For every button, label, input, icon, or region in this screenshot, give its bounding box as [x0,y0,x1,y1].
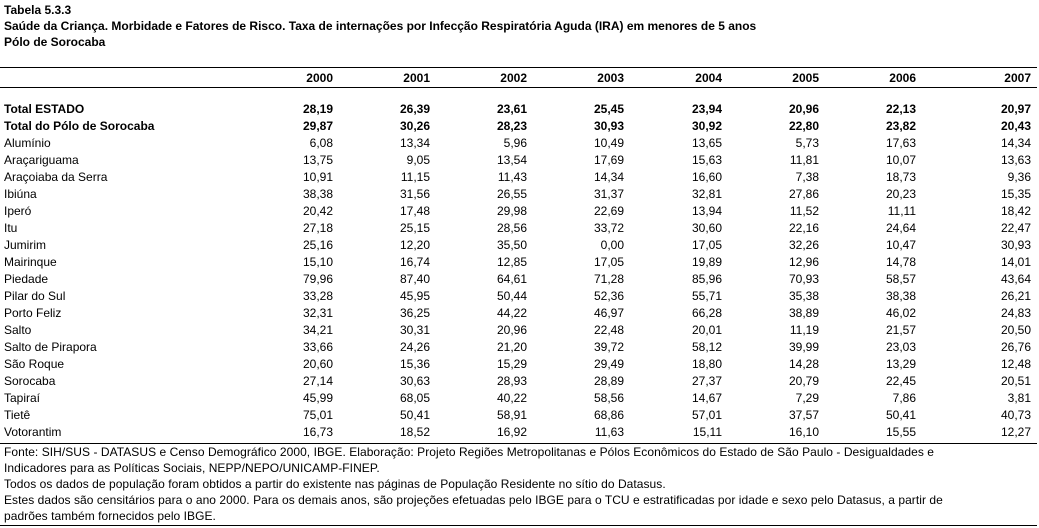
value-cell: 17,05 [593,255,624,269]
value-cell: 58,57 [885,272,916,286]
table-row [0,305,1037,322]
table-row [0,271,1037,288]
value-cell: 11,63 [594,425,624,439]
value-cell: 24,26 [399,340,430,354]
value-cell: 10,47 [885,238,916,252]
value-cell: 28,89 [593,374,624,388]
table-row [0,203,1037,220]
value-cell: 5,96 [503,136,527,150]
row-label: Tapiraí [4,391,41,405]
value-cell: 17,63 [885,136,916,150]
value-cell: 14,01 [1000,255,1031,269]
value-cell: 30,60 [691,221,722,235]
year-header: 2007 [1004,70,1031,85]
value-cell: 21,57 [885,323,916,337]
row-label: Salto de Pirapora [4,340,97,354]
value-cell: 10,07 [885,153,916,167]
note-line-2: Estes dados são censitários para o ano 2000. Para os demais anos, são projeções efetuadas pelo IBGE para o TCU e estratificadas por idade e sexo pelo Datasus, a partir de [4,493,943,507]
value-cell: 85,96 [691,272,722,286]
value-cell: 28,93 [496,374,527,388]
value-cell: 14,34 [593,170,624,184]
value-cell: 70,93 [788,272,819,286]
source-line-1: Fonte: SIH/SUS - DATASUS e Censo Demográfico 2000, IBGE. Elaboração: Projeto Regiões Metropolitanas e Pólos Econômicos do Estado de São Paulo - Desigualdades e [4,445,934,459]
value-cell: 16,74 [399,255,430,269]
value-cell: 50,41 [885,408,916,422]
value-cell: 22,13 [885,102,916,116]
value-cell: 9,36 [1007,170,1031,184]
row-label: Porto Feliz [4,306,62,320]
value-cell: 13,29 [885,357,916,371]
value-cell: 32,31 [302,306,333,320]
value-cell: 23,82 [885,119,916,133]
value-cell: 20,60 [302,357,333,371]
footnotes [4,444,1034,524]
value-cell: 39,72 [593,340,624,354]
value-cell: 13,54 [496,153,527,167]
value-cell: 33,28 [302,289,333,303]
note-line-3: padrões também fornecidos pelo IBGE. [4,509,216,523]
value-cell: 55,71 [691,289,722,303]
value-cell: 20,96 [788,102,819,116]
row-label: Itu [4,221,18,235]
value-cell: 19,89 [691,255,722,269]
row-label: Iperó [4,204,32,218]
value-cell: 18,80 [691,357,722,371]
value-cell: 15,29 [496,357,527,371]
value-cell: 14,28 [788,357,819,371]
row-label: Piedade [4,272,49,286]
value-cell: 39,99 [788,340,819,354]
value-cell: 18,52 [399,425,430,439]
year-header: 2000 [306,70,333,85]
value-cell: 22,48 [593,323,624,337]
table-row [0,322,1037,339]
value-cell: 13,63 [1000,153,1031,167]
value-cell: 20,79 [788,374,819,388]
row-label: Alumínio [4,136,51,150]
value-cell: 15,11 [692,425,722,439]
value-cell: 57,01 [691,408,722,422]
table-row [0,186,1037,203]
value-cell: 33,66 [302,340,333,354]
row-label: Votorantim [4,425,62,439]
spacer-cell [0,87,1037,101]
value-cell: 3,81 [1007,391,1031,405]
table-row [0,424,1037,441]
value-cell: 20,97 [1000,102,1031,116]
table-row [0,339,1037,356]
value-cell: 38,38 [302,187,333,201]
value-cell: 36,25 [399,306,430,320]
value-cell: 79,96 [302,272,333,286]
table-row [0,152,1037,169]
row-label: Mairinque [4,255,57,269]
value-cell: 24,83 [1000,306,1031,320]
year-header-row [0,68,1037,87]
value-cell: 14,78 [885,255,916,269]
value-cell: 52,36 [593,289,624,303]
value-cell: 30,31 [399,323,430,337]
value-cell: 22,69 [593,204,624,218]
value-cell: 75,01 [302,408,333,422]
year-header: 2004 [695,70,722,85]
value-cell: 30,93 [593,119,624,133]
value-cell: 7,38 [795,170,819,184]
row-label: Tietê [4,408,31,422]
value-cell: 28,23 [496,119,527,133]
row-label: Araçariguama [4,153,79,167]
spacer-row [0,87,1037,101]
value-cell: 10,91 [302,170,333,184]
value-cell: 11,11 [887,204,916,218]
table-row [0,288,1037,305]
value-cell: 11,19 [789,323,819,337]
value-cell: 17,48 [399,204,430,218]
value-cell: 30,93 [1000,238,1031,252]
row-label: Pilar do Sul [4,289,66,303]
value-cell: 14,67 [691,391,722,405]
table-row [0,373,1037,390]
value-cell: 40,22 [496,391,527,405]
year-header: 2003 [597,70,624,85]
value-cell: 64,61 [496,272,527,286]
end-rule [0,525,1037,526]
year-header: 2001 [403,70,430,85]
value-cell: 68,86 [593,408,624,422]
table-row [0,407,1037,424]
value-cell: 26,39 [399,102,430,116]
value-cell: 46,02 [885,306,916,320]
value-cell: 45,99 [302,391,333,405]
value-cell: 58,56 [593,391,624,405]
value-cell: 21,20 [496,340,527,354]
value-cell: 71,28 [593,272,624,286]
value-cell: 87,40 [399,272,430,286]
value-cell: 20,23 [885,187,916,201]
total-row [0,101,1037,118]
value-cell: 38,89 [788,306,819,320]
year-header: 2006 [889,70,916,85]
table-row [0,169,1037,186]
value-cell: 37,57 [788,408,819,422]
value-cell: 6,08 [309,136,333,150]
value-cell: 12,96 [788,255,819,269]
value-cell: 27,86 [788,187,819,201]
value-cell: 68,05 [399,391,430,405]
table-row [0,356,1037,373]
value-cell: 58,12 [691,340,722,354]
value-cell: 44,22 [496,306,527,320]
table-row [0,254,1037,271]
value-cell: 16,73 [302,425,333,439]
value-cell: 50,44 [496,289,527,303]
row-label: Total ESTADO [4,102,85,116]
value-cell: 25,15 [399,221,430,235]
row-label: Jumirim [4,238,46,252]
table-row [0,220,1037,237]
table-row [0,135,1037,152]
value-cell: 12,27 [1000,425,1031,439]
value-cell: 25,16 [302,238,333,252]
value-cell: 31,37 [593,187,624,201]
value-cell: 29,49 [593,357,624,371]
table-subtitle: Pólo de Sorocaba [4,35,106,49]
value-cell: 9,05 [406,153,430,167]
value-cell: 45,95 [399,289,430,303]
value-cell: 27,18 [302,221,333,235]
total-row [0,118,1037,135]
value-cell: 13,75 [302,153,333,167]
value-cell: 23,03 [885,340,916,354]
value-cell: 7,29 [795,391,819,405]
value-cell: 50,41 [399,408,430,422]
year-header: 2005 [792,70,819,85]
value-cell: 35,38 [788,289,819,303]
value-cell: 38,38 [885,289,916,303]
value-cell: 17,05 [691,238,722,252]
value-cell: 15,35 [1000,187,1031,201]
value-cell: 10,49 [593,136,624,150]
value-cell: 13,65 [691,136,722,150]
value-cell: 15,55 [885,425,916,439]
value-cell: 35,50 [496,238,527,252]
row-label: Araçoiaba da Serra [4,170,108,184]
value-cell: 11,43 [497,170,527,184]
value-cell: 12,20 [399,238,430,252]
value-cell: 20,50 [1000,323,1031,337]
value-cell: 13,94 [691,204,722,218]
value-cell: 28,19 [302,102,333,116]
table-title: Saúde da Criança. Morbidade e Fatores de Risco. Taxa de internações por Infecção Respiratória Aguda (IRA) em menores de 5 anos [4,19,757,33]
value-cell: 11,15 [400,170,430,184]
value-cell: 27,14 [302,374,333,388]
value-cell: 40,73 [1000,408,1031,422]
value-cell: 30,92 [691,119,722,133]
row-label: Ibiúna [4,187,37,201]
value-cell: 22,80 [788,119,819,133]
value-cell: 24,64 [885,221,916,235]
value-cell: 14,34 [1000,136,1031,150]
value-cell: 18,42 [1000,204,1031,218]
value-cell: 20,01 [691,323,722,337]
value-cell: 13,34 [399,136,430,150]
row-label: São Roque [4,357,65,371]
value-cell: 20,51 [1000,374,1031,388]
value-cell: 31,56 [399,187,430,201]
value-cell: 0,00 [600,238,624,252]
value-cell: 23,94 [691,102,722,116]
value-cell: 27,37 [691,374,722,388]
value-cell: 28,56 [496,221,527,235]
table-row [0,390,1037,407]
value-cell: 16,10 [788,425,819,439]
row-label: Total do Pólo de Sorocaba [4,119,155,133]
data-table [0,68,1037,441]
value-cell: 43,64 [1000,272,1031,286]
value-cell: 29,98 [496,204,527,218]
note-line-1: Todos os dados de população foram obtidos a partir do existente nas páginas de População Residente no sítio do Datasus. [4,477,666,491]
value-cell: 11,81 [789,153,819,167]
row-label: Sorocaba [4,374,56,388]
value-cell: 30,63 [399,374,430,388]
value-cell: 11,52 [789,204,819,218]
value-cell: 5,73 [795,136,819,150]
value-cell: 20,96 [496,323,527,337]
value-cell: 15,63 [691,153,722,167]
value-cell: 22,45 [885,374,916,388]
value-cell: 16,60 [691,170,722,184]
value-cell: 32,26 [788,238,819,252]
value-cell: 58,91 [496,408,527,422]
value-cell: 22,16 [788,221,819,235]
table-header [4,2,756,50]
value-cell: 23,61 [496,102,527,116]
value-cell: 29,87 [302,119,333,133]
value-cell: 33,72 [593,221,624,235]
value-cell: 17,69 [593,153,624,167]
value-cell: 15,10 [302,255,333,269]
value-cell: 46,97 [593,306,624,320]
year-header: 2002 [500,70,527,85]
value-cell: 16,92 [496,425,527,439]
value-cell: 25,45 [593,102,624,116]
value-cell: 26,21 [1000,289,1031,303]
row-label: Salto [4,323,32,337]
table-id: Tabela 5.3.3 [4,3,72,17]
value-cell: 32,81 [691,187,722,201]
value-cell: 12,85 [496,255,527,269]
value-cell: 66,28 [691,306,722,320]
value-cell: 26,76 [1000,340,1031,354]
value-cell: 20,42 [302,204,333,218]
corner-cell [0,68,256,87]
value-cell: 22,47 [1000,221,1031,235]
value-cell: 30,26 [399,119,430,133]
source-line-2: Indicadores para as Políticas Sociais, NEPP/NEPO/UNICAMP-FINEP. [4,461,380,475]
value-cell: 15,36 [399,357,430,371]
table-row [0,237,1037,254]
value-cell: 12,48 [1000,357,1031,371]
value-cell: 34,21 [302,323,333,337]
value-cell: 7,86 [892,391,916,405]
value-cell: 20,43 [1000,119,1031,133]
value-cell: 18,73 [885,170,916,184]
value-cell: 26,55 [496,187,527,201]
